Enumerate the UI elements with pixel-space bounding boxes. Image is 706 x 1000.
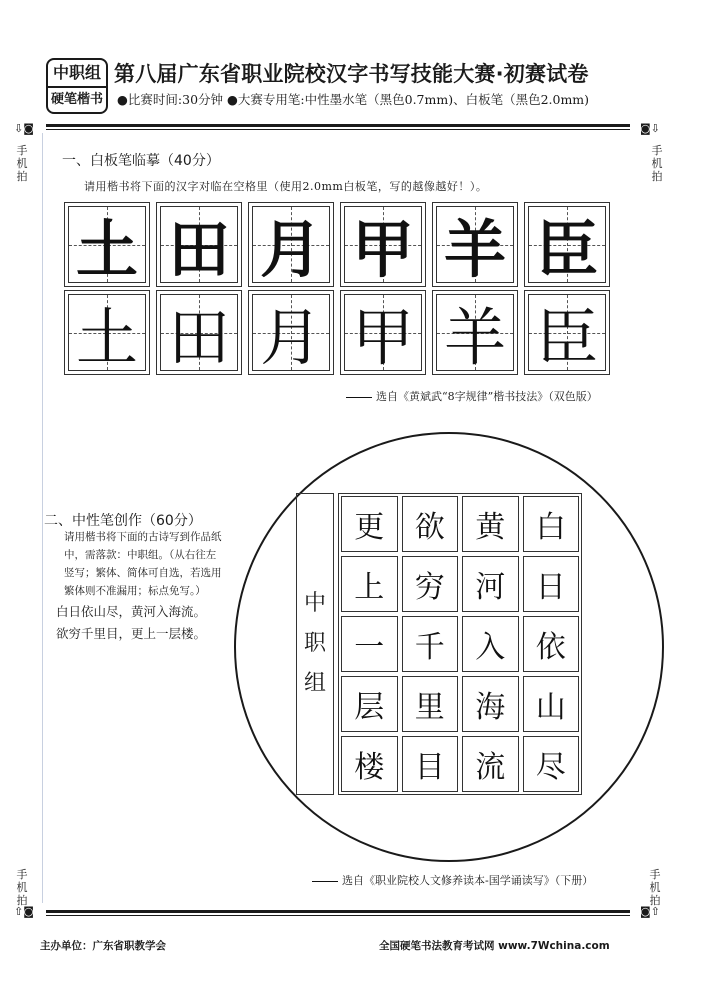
page-title: 第八届广东省职业院校汉字书写技能大赛·初赛试卷	[114, 62, 589, 86]
top-divider-thin	[46, 129, 630, 130]
phone-capture-label: 手 机 拍	[16, 868, 28, 907]
poem-char: 上	[341, 556, 398, 612]
model-char: 月	[259, 213, 322, 286]
poem-char: 依	[523, 616, 580, 672]
bottom-divider-thin	[46, 915, 630, 916]
copy-char: 甲	[351, 301, 414, 374]
poem-char: 白	[523, 496, 580, 552]
signature-char: 组	[303, 671, 326, 696]
poem-char: 楼	[341, 736, 398, 792]
copy-char: 土	[75, 301, 138, 374]
poem-char: 海	[462, 676, 519, 732]
camera-icon: ⇩◙	[14, 122, 34, 135]
exam-rules: ●比赛时间:30分钟 ●大赛专用笔:中性墨水笔（黑色0.7mm)、白板笔（黑色2.0mm)	[117, 92, 590, 107]
copy-char: 月	[259, 301, 322, 374]
section1-title: 一、白板笔临摹（40分）	[62, 153, 220, 169]
top-divider	[46, 124, 630, 127]
poem-char: 目	[402, 736, 459, 792]
section1-instruction: 请用楷书将下面的汉字对临在空格里（使用2.0mm白板笔，写的越像越好！）。	[84, 180, 488, 193]
model-row	[64, 202, 620, 289]
poem-line: 欲穷千里目，更上一层楼。	[56, 626, 207, 641]
badge-category: 硬笔楷书	[50, 92, 103, 107]
model-cell	[156, 202, 242, 287]
copy-char: 臣	[535, 301, 598, 374]
model-cell	[524, 202, 610, 287]
copy-cell	[432, 290, 518, 375]
camera-icon: ◙⇩	[640, 122, 660, 135]
website: 全国硬笔书法教育考试网 www.7Wchina.com	[379, 940, 610, 952]
section1-credit: 选自《黄斌武“8字规律”楷书技法》（双色版）	[346, 388, 598, 404]
bottom-divider	[46, 910, 630, 913]
phone-capture-label: 手 机 拍	[649, 868, 661, 907]
model-cell	[340, 202, 426, 287]
poem-char: 欲	[402, 496, 459, 552]
poem-char: 穷	[402, 556, 459, 612]
model-char: 羊	[443, 213, 506, 286]
poem-char: 更	[341, 496, 398, 552]
copy-cell	[248, 290, 334, 375]
camera-icon: ⇧◙	[14, 905, 34, 918]
poem-char: 黄	[462, 496, 519, 552]
signature-char: 中	[303, 591, 326, 616]
copy-cell	[524, 290, 610, 375]
copy-cell	[156, 290, 242, 375]
poem-char: 河	[462, 556, 519, 612]
model-cell	[248, 202, 334, 287]
model-char: 田	[167, 213, 230, 286]
model-char: 臣	[535, 213, 598, 286]
section2-title: 二、中性笔创作（60分）	[44, 513, 202, 529]
copy-char: 羊	[443, 301, 506, 374]
phone-capture-label: 手 机 拍	[651, 144, 663, 183]
poem-char: 一	[341, 616, 398, 672]
badge-division: 中职组	[48, 60, 106, 88]
poem-char: 层	[341, 676, 398, 732]
signature-column	[296, 493, 334, 795]
division-badge	[46, 58, 108, 114]
organizer: 主办单位：广东省职教学会	[40, 940, 166, 952]
signature-char: 职	[303, 631, 326, 656]
poem-char: 日	[523, 556, 580, 612]
poem-char: 山	[523, 676, 580, 732]
poem-char: 千	[402, 616, 459, 672]
poem-char: 流	[462, 736, 519, 792]
model-char: 土	[75, 213, 138, 286]
poem-char: 里	[402, 676, 459, 732]
model-cell	[64, 202, 150, 287]
poem-grid	[338, 493, 582, 795]
model-cell	[432, 202, 518, 287]
copy-row	[64, 290, 620, 377]
model-char: 甲	[351, 213, 414, 286]
camera-icon: ◙⇧	[640, 905, 660, 918]
poem-line: 白日依山尽，黄河入海流。	[56, 604, 207, 619]
poem-char: 入	[462, 616, 519, 672]
section2-instruction: 请用楷书将下面的古诗写到作品纸中，需落款：中职组。（从右往左竖写；繁体、简体可自选，若选用繁体则不准漏用；标点免写。）	[64, 531, 222, 597]
copy-cell	[64, 290, 150, 375]
phone-capture-label: 手 机 拍	[16, 144, 28, 183]
copy-cell	[340, 290, 426, 375]
copy-char: 田	[167, 301, 230, 374]
section2-credit: 选自《职业院校人文修养读本-国学诵读写》（下册）	[312, 872, 593, 888]
poem-char: 尽	[523, 736, 580, 792]
margin-guide-line	[42, 133, 43, 903]
